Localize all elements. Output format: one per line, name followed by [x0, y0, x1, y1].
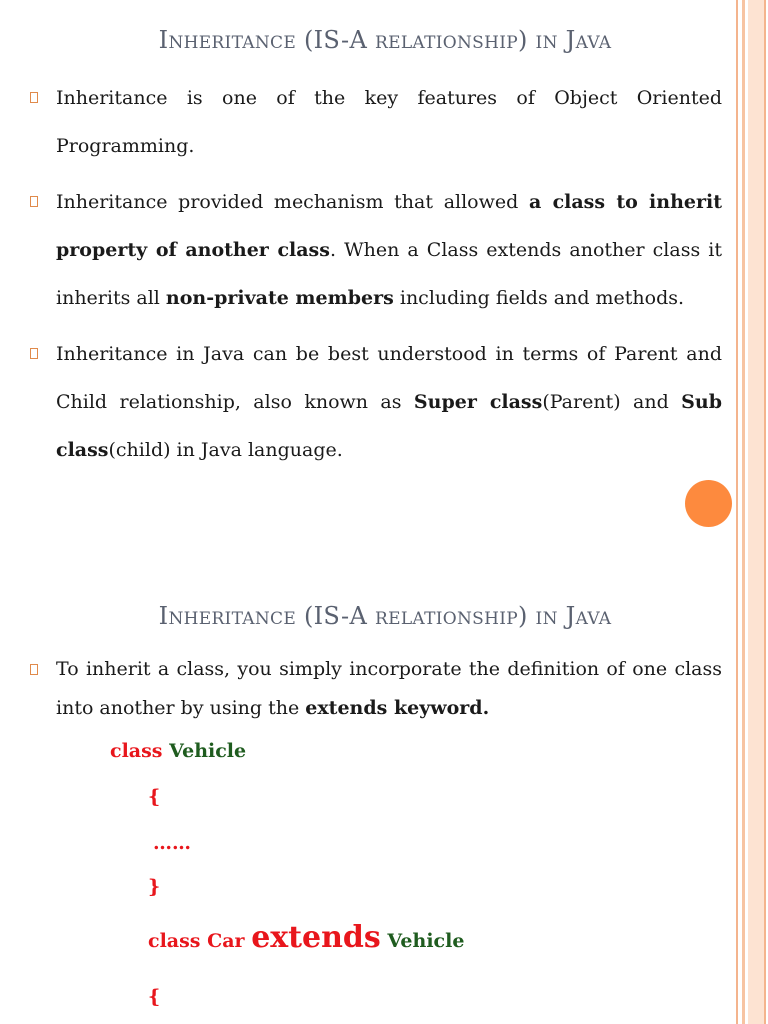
- slide-1-bullets: [30, 74, 722, 474]
- bullet-item: To inherit a class, you simply incorporate the definition of one class into another by using the extends keyword.: [30, 650, 722, 728]
- extends-keyword: extends: [251, 920, 381, 955]
- slide-1: [0, 0, 740, 520]
- code-line-class-vehicle: class Vehicle: [110, 740, 247, 762]
- code-dots: ……: [153, 832, 191, 854]
- bullet-item: Inheritance is one of the key features of Object Oriented Programming.: [30, 74, 722, 170]
- bullet-icon: [30, 196, 38, 207]
- slide-2-bullets: [30, 650, 722, 728]
- code-open-brace-2: {: [148, 986, 161, 1008]
- bullet-item: Inheritance provided mechanism that allowed a class to inherit property of another class. When a Class extends another class it inherits all non-private members including fields and methods.: [30, 178, 722, 322]
- slide-2-title: Inheritance (IS-A relationship) in Java: [158, 602, 612, 630]
- orange-dot-decoration: [685, 480, 732, 527]
- bullet-icon: [30, 348, 38, 359]
- bullet-item: Inheritance in Java can be best understood in terms of Parent and Child relationship, also known as Super class(Parent) and Sub class(child) in Java language.: [30, 330, 722, 474]
- bullet-icon: [30, 92, 38, 103]
- bullet-icon: [30, 664, 38, 675]
- code-open-brace: {: [148, 786, 161, 808]
- slide-2: [0, 580, 740, 1024]
- slide-1-title: Inheritance (IS-A relationship) in Java: [158, 26, 612, 54]
- code-line-class-car: class Car extends Vehicle: [148, 920, 465, 955]
- code-close-brace: }: [148, 876, 161, 898]
